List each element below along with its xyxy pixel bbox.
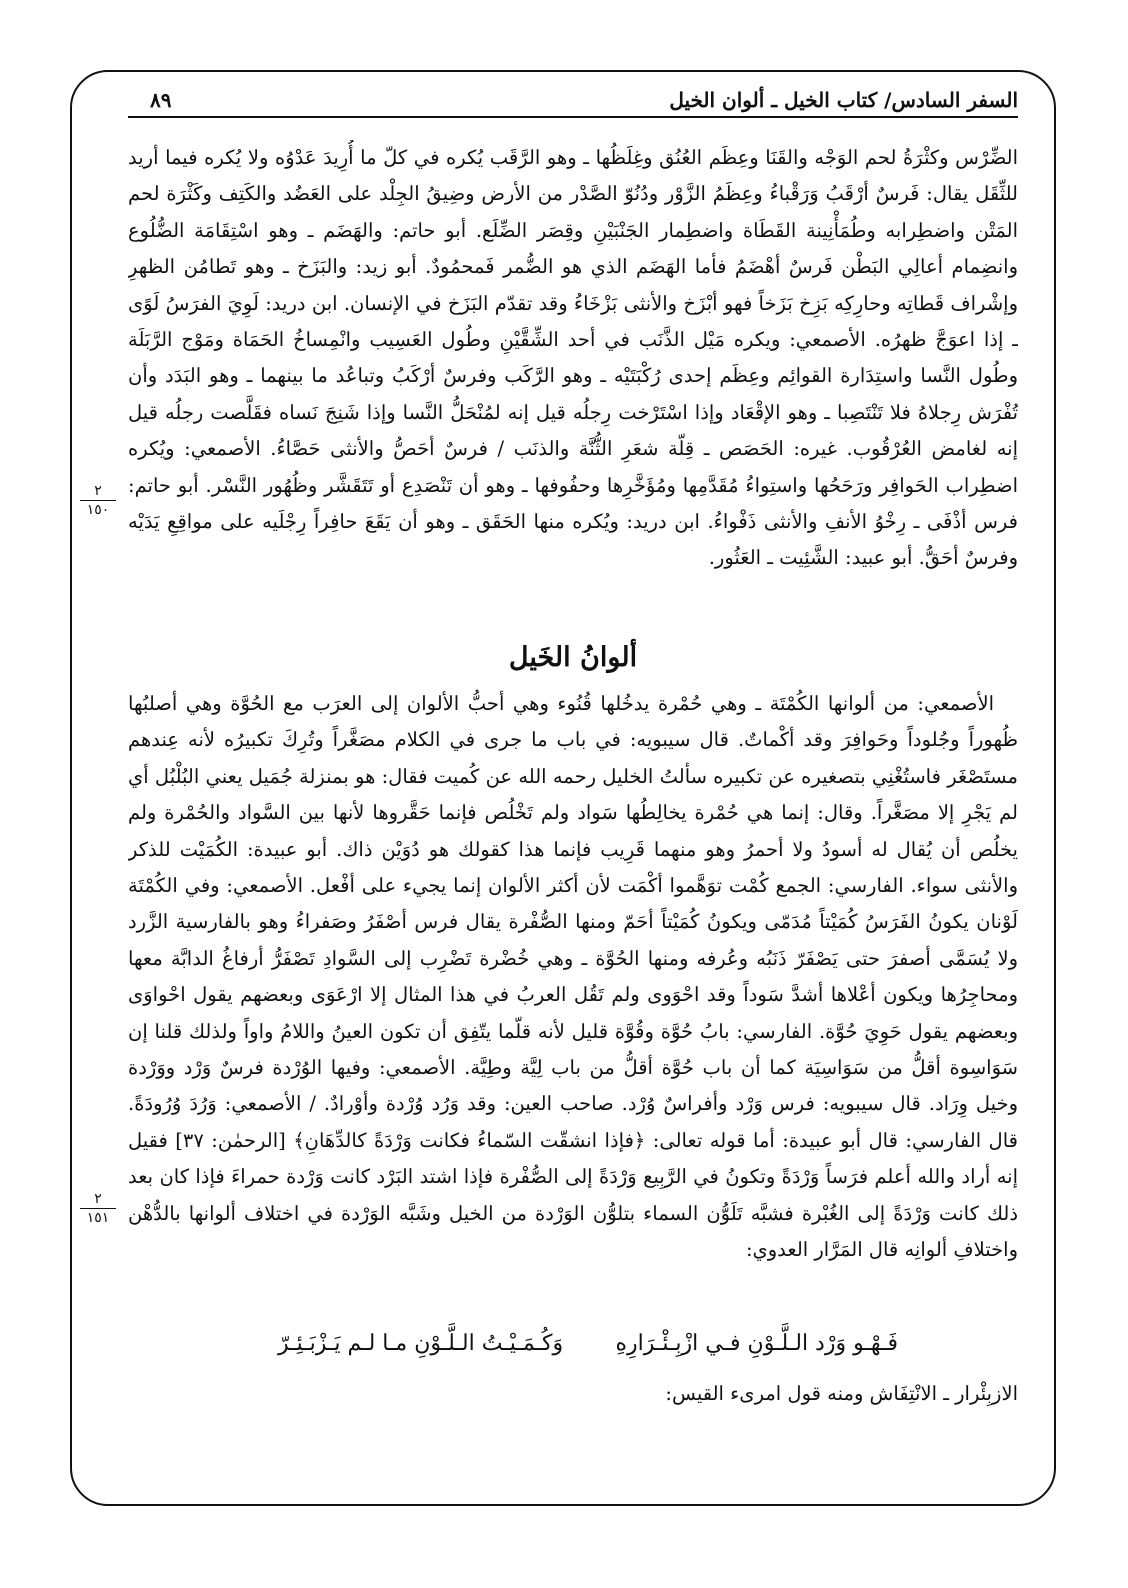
running-header: [128, 86, 1018, 118]
margin-ref-volume: ٢: [80, 1192, 116, 1209]
margin-ref-page: ١٥٠: [86, 502, 110, 518]
poetry-verse: [128, 1316, 1018, 1372]
margin-reference-151: [80, 1192, 116, 1225]
verse-second-hemistich: وَكُـمَـيْـتُ الـلَّـوْنِ مـا لـم يَـزْبَـئِـرّ: [278, 1331, 564, 1356]
verse-first-hemistich: فَـهْـو وَرْد الـلَّـوْنِ فـي ازْبِـئْـرَارِهِ: [615, 1331, 898, 1356]
page-number: ٨٩: [150, 88, 172, 112]
header-title: السفر السادس/ كتاب الخيل ـ ألوان الخيل: [669, 88, 1018, 112]
page-body: [128, 140, 1018, 1470]
paragraph-closing: الازبِئْرار ـ الانْتِفَاش ومنه قول امرىء القيس:: [665, 1382, 1018, 1405]
margin-ref-page: ١٥١: [86, 1210, 110, 1226]
margin-reference-150: [80, 484, 116, 517]
paragraph-horse-defects: الضِّرْس وكثْرَةُ لحم الوَجْه والقَنَا وعِظَم العُنُق وغِلَظُها ـ وهو الرَّقَب يُكره في كلّ ما أُرِيدَ عَدْوُه ولا يُكره فيما أريد للثِّقَل يقال: فَرسٌ أرْقَبُ وَرَقْباءُ وعِظَمُ الزَّوْر ودُنُوّ الصَّدْر من الأرض وضِيقُ الجِلْد على العَضُد والكَتِف وكَثْرَة لحم المَتْن واضطِرابه وطُمَأْنِينة القَطَاة واضطِمار الجَنْبَيْنِ وقِصَر الضِّلَع. أبو حاتم: والهَضَم ـ وهو اسْتِقَامَة الضُّلُوع وانضِمام أعالِي البَطْن فَرسٌ أهْضَمُ فأما الهَضَم الذي هو الضُّمر فَمحمُودٌ. أبو زيد: والبَزَخ ـ وهو تَطامُن الظهرِ وإشْراف قَطاتِه وحارِكِه بَزِخ بَزَخاً فهو أبْزَخ والأنثى بَزْخَاءُ وقد تقدّم البَزَخ في الإنسان. ابن دريد: لَوِيَ الفرَسُ لَوًى ـ إذا اعوَجَّ ظهرُه. الأصمعي: ويكره مَيْل الذَّنَب في أحد الشِّقَّيْنِ وطُول العَسِيب وانْمِساخُ الحَمَاة ومَوْج الرَّبَلَة وطُول النَّسا واستِدَارة القوائِم وعِظَم إحدى رُكْبَتَيْه ـ وهو الرَّكَب وفرسٌ أرْكَبُ وتباعُد ما بينهما ـ وهو البَدَد وأن تُفْرَش رِجلاهُ فلا تَنْتَصِبا ـ وهو الإقْعَاد وإذا اسْتَرْخت رِجلُه قيل إنه لمُنْحَلُّ النَّسا وإذا شَنِجَ نَساه فقَلَّصت رجلُه قيل إنه لغامض العُرْقُوب. غيره: الحَصَص ـ قِلّة شعَرِ الثُّنَّة والذنَب / فرسٌ أحَصُّ والأنثى حَصَّاءُ. الأصمعي: ويُكره اضطِراب الحَوافِر ورَحَحُها واستِواءُ مُقَدَّمِها ومُؤَخَّرِها وحفُوفها ـ وهو أن تَنْصَدِع أو تَتَقَشَّر وظُهُور النَّسْر. أبو حاتم: فرس أذْفَى ـ رِخْوُ الأنفِ والأنثى ذَفْواءُ. ابن دريد: ويُكره منها الحَقَق ـ وهو أن يَقَعَ حافِراً رِجْلَيه على مواقِعِ يَدَيْه وفرسٌ أحَقُّ. أبو عبيد: الشَّئِيت ـ العَثُور.: [128, 146, 1018, 570]
paragraph-horse-colors: الأصمعي: من ألوانها الكُمْتَة ـ وهي حُمْرة يدخُلها قُنُوء وهي أحبُّ الألوان إلى العرَب مع الحُوَّة وهي أصلبُها ظُهوراً وجُلوداً وحَوافِرَ وقد أكْماتٌ. قال سيبويه: في باب ما جرى في الكلام مصَغَّراً وتُرِكَ تكبيرُه لأنه عِندهم مستَصْغَر فاستُغْنِي بتصغيره عن تكبيره سألتُ الخليل رحمه الله عن كُميت فقال: هو بمنزلة جُمَيل يعني البُلْبُل أي لم يَجْرِ إلا مصَغَّراً. وقال: إنما هي حُمْرة يخالِطُها سَواد ولم تَخْلُص فإنما حَقَّروها لأنها بين السَّواد والحُمْرة ولم يخلُص أن يُقال له أسودُ ولا أحمرُ وهو منهما قَرِيب فإنما هذا كقولك هو دُوَيْن ذاك. أبو عبيدة: الكُمَيْت للذكر والأنثى سواء. الفارسي: الجمع كُمْت توَهَّموا أكْمَت لأن أكثر الألوان إنما يجيء على أفْعل. الأصمعي: وفي الكُمْتَة لَوْنان يكونُ الفَرَسُ كُمَيْتاً مُدَمّى ويكونُ كُمَيْتاً أحَمّ ومنها الصُّفْرة يقال فرس أصْفَرُ وصَفراءُ وهو بالفارسية الزَّرد ولا يُسَمَّى أصفرَ حتى يَصْفَرّ ذَنَبُه وعُرفه ومنها الحُوَّة ـ وهي خُضْرة تَضْرِب إلى السَّوادِ تَصْفَرُّ أرفاغُ الدابَّة معها ومحاجِرُها ويكون أعْلاها أشدَّ سَوداً وقد احْوَوى ولم تَقُل العربُ في هذا المثال إلا ارْعَوَى وبعضهم يقول احْواوَى وبعضهم يقول حَوِيَ حُوَّة. الفارسي: بابُ حُوَّة وقُوَّة قليل لأنه قلّما يتّفِق أن تكون العينُ واللامُ واواً ولذلك قلنا إن سَوَاسِوة أقلُّ من سَوَاسِيَة كما أن باب حُوَّة أقلُّ من باب لِيَّة وطِيَّة. الأصمعي: وفيها الوُرْدة فرسٌ وَرْد ووَرْدة وخيل وِرَاد. قال سيبويه: فرس وَرْد وأفراسٌ وُرْد. صاحب العين: وقد وَرُد وُرْدة وأوْرادٌ. / الأصمعي: وَرُدَ وُرُودَةً. قال الفارسي: قال أبو عبيدة: أما قوله تعالى: ﴿فإذا انشقّت السّماءُ فكانت وَرْدَةً كالدِّهَانِ﴾ [الرحمٰن: ٣٧] فقيل إنه أراد والله أعلم فرَساً وَرْدَةً وتكونُ في الرَّبِيع وَرْدَةً إلى الصُّفْرة فإذا اشتد البَرْد كانت وَرْدة حمراءَ فإذا كان بعد ذلك كانت وَرْدَةً إلى الغُبْرة فشبَّه تَلَوُّن السماء بتلوُّن الوَرْدة من الخيل وشَبَّه الوَرْدة في اختلاف ألوانها بالدُّهْن واختلافِ ألوانِه قال المَرَّار العدوي:: [128, 692, 1018, 1262]
margin-ref-volume: ٢: [80, 484, 116, 501]
section-title: ألوانُ الخَيل: [508, 642, 638, 673]
